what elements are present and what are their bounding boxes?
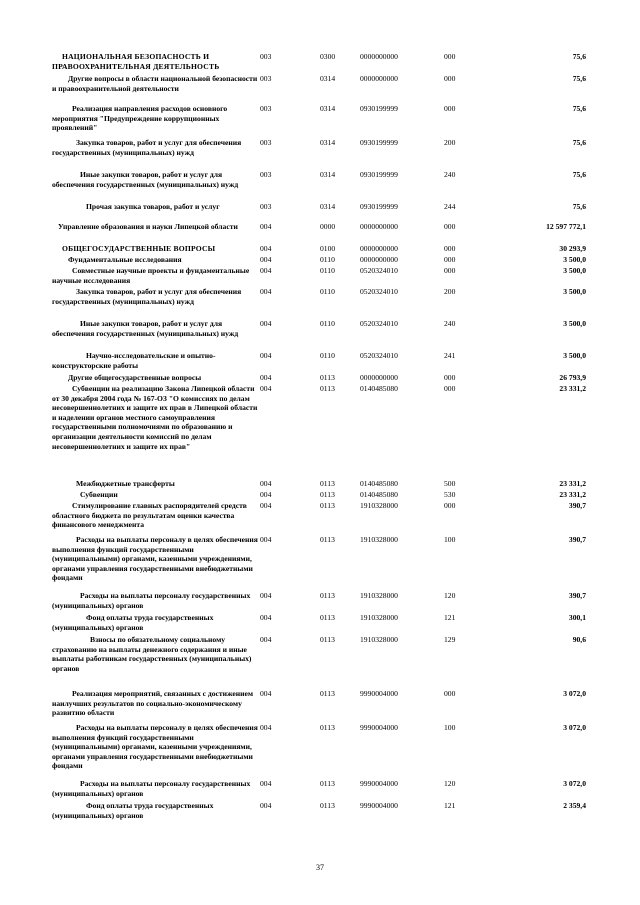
row-name: Реализация мероприятий, связанных с достижением наилучших результатов по социально-экономическому развитию области (52, 689, 254, 718)
row-amount: 390,7 (568, 591, 586, 600)
row-name: Научно-исследовательские и опытно-конструкторские работы (52, 351, 216, 370)
section-code: 0100 (320, 244, 336, 253)
expense-type-code: 120 (444, 591, 456, 600)
expense-type-code: 100 (444, 535, 456, 544)
section-code: 0110 (320, 319, 335, 328)
target-article-code: 1910328000 (360, 501, 398, 510)
row-name: Реализация направления расходов основного мероприятия "Предупреждение коррупционных проявлений" (52, 104, 228, 133)
row-name: Взносы по обязательному социальному страхованию на выплаты денежного содержания и иные выплаты работникам государственных (муниципальных) органов (52, 635, 252, 673)
table-row (52, 287, 586, 319)
section-code: 0110 (320, 266, 335, 275)
row-amount: 75,6 (572, 202, 586, 211)
expense-type-code: 000 (444, 266, 456, 275)
expense-type-code: 530 (444, 490, 456, 499)
target-article-code: 0000000000 (360, 74, 398, 83)
row-name: Фонд оплаты труда государственных (муниципальных) органов (52, 801, 214, 820)
expense-type-code: 000 (444, 255, 456, 264)
target-article-code: 0000000000 (360, 222, 398, 231)
ministry-code: 003 (260, 74, 272, 83)
table-row (52, 689, 586, 723)
table-row (52, 479, 586, 490)
ministry-code: 004 (260, 255, 272, 264)
ministry-code: 004 (260, 613, 272, 622)
row-amount: 30 293,9 (559, 244, 586, 253)
section-code: 0113 (320, 535, 335, 544)
row-amount: 23 331,2 (559, 479, 586, 488)
row-amount: 3 500,0 (563, 266, 586, 275)
row-name: Иные закупки товаров, работ и услуг для обеспечения государственных (муниципальных) нужд (52, 319, 239, 338)
expense-type-code: 120 (444, 779, 456, 788)
expense-type-code: 241 (444, 351, 456, 360)
row-amount: 23 331,2 (559, 384, 586, 393)
table-row (52, 613, 586, 635)
expense-type-code: 000 (444, 222, 456, 231)
row-amount: 23 331,2 (559, 490, 586, 499)
target-article-code: 0520324010 (360, 266, 398, 275)
row-name: Фонд оплаты труда государственных (муниципальных) органов (52, 613, 214, 632)
target-article-code: 9990004000 (360, 779, 398, 788)
table-row (52, 138, 586, 170)
row-amount: 3 072,0 (563, 689, 586, 698)
ministry-code: 004 (260, 319, 272, 328)
row-amount: 75,6 (572, 74, 586, 83)
table-row (52, 535, 586, 591)
row-name: Прочая закупка товаров, работ и услуг (86, 202, 220, 211)
section-code: 0314 (320, 202, 336, 211)
table-row (52, 202, 586, 222)
expense-type-code: 100 (444, 723, 456, 732)
ministry-code: 004 (260, 635, 272, 644)
budget-table (52, 52, 586, 823)
section-code: 0113 (320, 613, 335, 622)
row-name: Расходы на выплаты персоналу в целях обеспечения выполнения функций государственными (муниципальными) органами, казенными учреждениями, органами управления государственными внебюджетными фондами (52, 535, 258, 583)
row-name: Субвенции на реализацию Закона Липецкой области от 30 декабря 2004 года № 167-ОЗ "О комиссиях по делам несовершеннолетних и защите их прав в Липецкой области и наделении органов местного самоуправления государственными полномочиями по образованию и организации деятельности комиссий по делам несовершеннолетних и защите их прав" (52, 384, 258, 451)
row-amount: 3 072,0 (563, 779, 586, 788)
row-amount: 90,6 (572, 635, 586, 644)
target-article-code: 0000000000 (360, 52, 398, 61)
ministry-code: 004 (260, 222, 272, 231)
ministry-code: 004 (260, 479, 272, 488)
ministry-code: 003 (260, 138, 272, 147)
target-article-code: 1910328000 (360, 591, 398, 600)
row-amount: 3 500,0 (563, 287, 586, 296)
ministry-code: 003 (260, 202, 272, 211)
expense-type-code: 240 (444, 319, 456, 328)
row-name: Закупка товаров, работ и услуг для обеспечения государственных (муниципальных) нужд (52, 287, 242, 306)
row-amount: 390,7 (568, 501, 586, 510)
section-code: 0113 (320, 373, 335, 382)
page-number: 37 (316, 863, 324, 872)
table-row (52, 351, 586, 373)
row-name: Расходы на выплаты персоналу государственных (муниципальных) органов (52, 779, 251, 798)
table-row (52, 490, 586, 501)
section-code: 0113 (320, 490, 335, 499)
target-article-code: 0520324010 (360, 351, 398, 360)
section-code: 0113 (320, 779, 335, 788)
section-code: 0110 (320, 287, 335, 296)
target-article-code: 9990004000 (360, 801, 398, 810)
expense-type-code: 000 (444, 373, 456, 382)
row-name: Другие вопросы в области национальной безопасности и правоохранительной деятельности (52, 74, 258, 93)
expense-type-code: 000 (444, 74, 456, 83)
row-name: Управление образования и науки Липецкой области (58, 222, 238, 231)
target-article-code: 0930199999 (360, 138, 398, 147)
ministry-code: 004 (260, 501, 272, 510)
section-code: 0113 (320, 479, 335, 488)
expense-type-code: 000 (444, 689, 456, 698)
section-code: 0110 (320, 351, 335, 360)
ministry-code: 004 (260, 535, 272, 544)
table-row (52, 104, 586, 138)
row-amount: 75,6 (572, 104, 586, 113)
table-row (52, 319, 586, 351)
section-code: 0113 (320, 591, 335, 600)
section-code: 0314 (320, 138, 336, 147)
row-name: Субвенции (80, 490, 118, 499)
budget-table-body (52, 52, 586, 823)
target-article-code: 0000000000 (360, 244, 398, 253)
target-article-code: 0000000000 (360, 255, 398, 264)
row-amount: 3 500,0 (563, 319, 586, 328)
row-name: Расходы на выплаты персоналу в целях обеспечения выполнения функций государственными (муниципальными) органами, казенными учреждениями, органами управления государственными внебюджетными фондами (52, 723, 258, 771)
expense-type-code: 500 (444, 479, 456, 488)
expense-type-code: 000 (444, 52, 456, 61)
ministry-code: 004 (260, 490, 272, 499)
table-row (52, 244, 586, 255)
expense-type-code: 240 (444, 170, 456, 179)
expense-type-code: 129 (444, 635, 456, 644)
expense-type-code: 121 (444, 801, 456, 810)
section-code: 0314 (320, 74, 336, 83)
row-name: ОБЩЕГОСУДАРСТВЕННЫЕ ВОПРОСЫ (62, 244, 216, 253)
target-article-code: 1910328000 (360, 635, 398, 644)
ministry-code: 004 (260, 591, 272, 600)
section-code: 0113 (320, 723, 335, 732)
table-row (52, 779, 586, 801)
expense-type-code: 000 (444, 244, 456, 253)
ministry-code: 004 (260, 373, 272, 382)
row-amount: 26 793,9 (559, 373, 586, 382)
section-code: 0113 (320, 801, 335, 810)
expense-type-code: 121 (444, 613, 456, 622)
target-article-code: 1910328000 (360, 535, 398, 544)
row-name: Стимулирование главных распорядителей средств областного бюджета по результатам оценки качества финансового менеджмента (52, 501, 247, 530)
section-code: 0314 (320, 104, 336, 113)
row-amount: 75,6 (572, 138, 586, 147)
row-amount: 3 500,0 (563, 351, 586, 360)
expense-type-code: 000 (444, 501, 456, 510)
table-row (52, 170, 586, 202)
table-row (52, 52, 586, 74)
row-name: Другие общегосударственные вопросы (68, 373, 202, 382)
expense-type-code: 000 (444, 384, 456, 393)
target-article-code: 9990004000 (360, 723, 398, 732)
ministry-code: 003 (260, 170, 272, 179)
target-article-code: 0000000000 (360, 373, 398, 382)
row-name: Совместные научные проекты и фундаментальные научные исследования (52, 266, 250, 285)
expense-type-code: 244 (444, 202, 456, 211)
ministry-code: 003 (260, 52, 272, 61)
ministry-code: 004 (260, 723, 272, 732)
target-article-code: 0930199999 (360, 104, 398, 113)
table-row (52, 801, 586, 823)
ministry-code: 004 (260, 384, 272, 393)
target-article-code: 0930199999 (360, 170, 398, 179)
row-amount: 75,6 (572, 170, 586, 179)
table-row (52, 74, 586, 104)
table-row (52, 591, 586, 613)
row-amount: 300,1 (568, 613, 586, 622)
table-row (52, 255, 586, 266)
target-article-code: 0140485080 (360, 490, 398, 499)
row-amount: 390,7 (568, 535, 586, 544)
table-row (52, 501, 586, 535)
row-amount: 75,6 (572, 52, 586, 61)
section-code: 0113 (320, 689, 335, 698)
section-code: 0113 (320, 635, 335, 644)
target-article-code: 0930199999 (360, 202, 398, 211)
ministry-code: 003 (260, 104, 272, 113)
expense-type-code: 200 (444, 287, 456, 296)
target-article-code: 9990004000 (360, 689, 398, 698)
target-article-code: 1910328000 (360, 613, 398, 622)
table-row (52, 635, 586, 689)
ministry-code: 004 (260, 689, 272, 698)
ministry-code: 004 (260, 801, 272, 810)
section-code: 0113 (320, 501, 335, 510)
row-name: Межбюджетные трансферты (76, 479, 175, 488)
section-code: 0314 (320, 170, 336, 179)
target-article-code: 0520324010 (360, 287, 398, 296)
section-code: 0113 (320, 384, 335, 393)
row-name: Расходы на выплаты персоналу государственных (муниципальных) органов (52, 591, 251, 610)
table-row (52, 373, 586, 384)
ministry-code: 004 (260, 266, 272, 275)
section-code: 0110 (320, 255, 335, 264)
row-amount: 12 597 772,1 (546, 222, 586, 231)
row-name: Иные закупки товаров, работ и услуг для обеспечения государственных (муниципальных) нужд (52, 170, 239, 189)
row-amount: 3 500,0 (563, 255, 586, 264)
table-row (52, 723, 586, 779)
ministry-code: 004 (260, 244, 272, 253)
section-code: 0300 (320, 52, 336, 61)
row-name: НАЦИОНАЛЬНАЯ БЕЗОПАСНОСТЬ И ПРАВООХРАНИТЕЛЬНАЯ ДЕЯТЕЛЬНОСТЬ (52, 52, 220, 71)
row-amount: 2 359,4 (563, 801, 586, 810)
target-article-code: 0520324010 (360, 319, 398, 328)
target-article-code: 0140485080 (360, 479, 398, 488)
row-amount: 3 072,0 (563, 723, 586, 732)
section-code: 0000 (320, 222, 336, 231)
row-name: Фундаментальные исследования (68, 255, 182, 264)
row-name: Закупка товаров, работ и услуг для обеспечения государственных (муниципальных) нужд (52, 138, 242, 157)
expense-type-code: 200 (444, 138, 456, 147)
table-row (52, 384, 586, 479)
ministry-code: 004 (260, 351, 272, 360)
target-article-code: 0140485080 (360, 384, 398, 393)
table-row (52, 222, 586, 244)
ministry-code: 004 (260, 287, 272, 296)
expense-type-code: 000 (444, 104, 456, 113)
ministry-code: 004 (260, 779, 272, 788)
table-row (52, 266, 586, 287)
